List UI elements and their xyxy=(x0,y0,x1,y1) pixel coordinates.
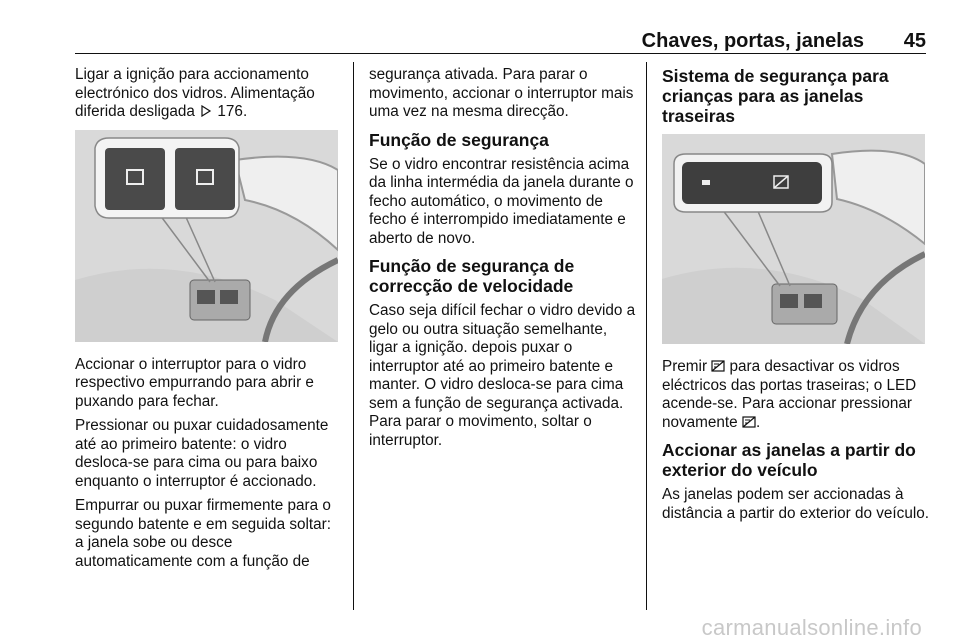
column-2 xyxy=(369,66,637,456)
heading-remote-operation: Accionar as janelas a partir do exterior do veículo xyxy=(662,440,916,480)
page-reference-triangle-icon xyxy=(199,105,213,117)
column-1 xyxy=(75,66,343,577)
figure-child-safety-switch xyxy=(662,134,925,344)
paragraph-second-stop: Empurrar ou puxar firmemente para o segundo batente e em seguida soltar: a janela sobe ou desce automaticamente com a função de xyxy=(75,497,331,570)
watermark: carmanualsonline.info xyxy=(701,615,922,640)
section-title: Chaves, portas, janelas xyxy=(641,30,864,52)
column-divider-2 xyxy=(646,62,647,610)
paragraph-remote-operation: As janelas podem ser accionadas à distância a partir do exterior do veículo. xyxy=(662,486,929,522)
paragraph-ignition: Ligar a ignição para accionamento electrónico dos vidros. Alimentação diferida desligada 176. xyxy=(75,66,315,120)
paragraph-first-stop: Pressionar ou puxar cuidadosamente até ao primeiro batente: o vidro desloca-se para cima ou para baixo enquanto o interruptor é accionado. xyxy=(75,417,329,490)
paragraph-operate-switch: Accionar o interruptor para o vidro respectivo empurrando para abrir e puxando para fechar. xyxy=(75,355,314,410)
child-lock-window-icon xyxy=(711,360,725,372)
page-header xyxy=(75,30,926,56)
paragraph-child-safety: Premir para desactivar os vidros eléctricos das portas traseiras; o LED acende-se. Para accionar pressionar novamente . xyxy=(662,358,917,431)
figure-window-switches xyxy=(75,130,338,342)
cross-reference-link[interactable]: 176. xyxy=(199,103,247,120)
column-divider-1 xyxy=(353,62,354,610)
paragraph-safety-function: Se o vidro encontrar resistência acima da linha intermédia da janela durante o fecho automático, o movimento de fecho é interrompido imediatamente e aberto de novo. xyxy=(369,155,634,247)
heading-safety-function: Função de segurança xyxy=(369,129,549,150)
page-number: 45 xyxy=(903,30,926,52)
paragraph-continuation: segurança ativada. Para parar o movimento, accionar o interruptor mais uma vez na mesma direcção. xyxy=(369,66,634,120)
heading-child-safety: Sistema de segurança para crianças para as janelas traseiras xyxy=(662,66,889,126)
child-lock-window-icon xyxy=(742,416,756,428)
header-rule xyxy=(75,53,926,54)
column-3 xyxy=(662,66,930,529)
heading-speed-correction: Função de segurança de correcção de velocidade xyxy=(369,256,575,296)
paragraph-speed-correction: Caso seja difícil fechar o vidro devido a gelo ou outra situação semelhante, ligar a ignição. depois puxar o interruptor até ao primeiro batente e manter. O vidro desloca-se para cima sem a função de segurança activada. Para parar o movimento, soltar o interruptor. xyxy=(369,302,636,449)
